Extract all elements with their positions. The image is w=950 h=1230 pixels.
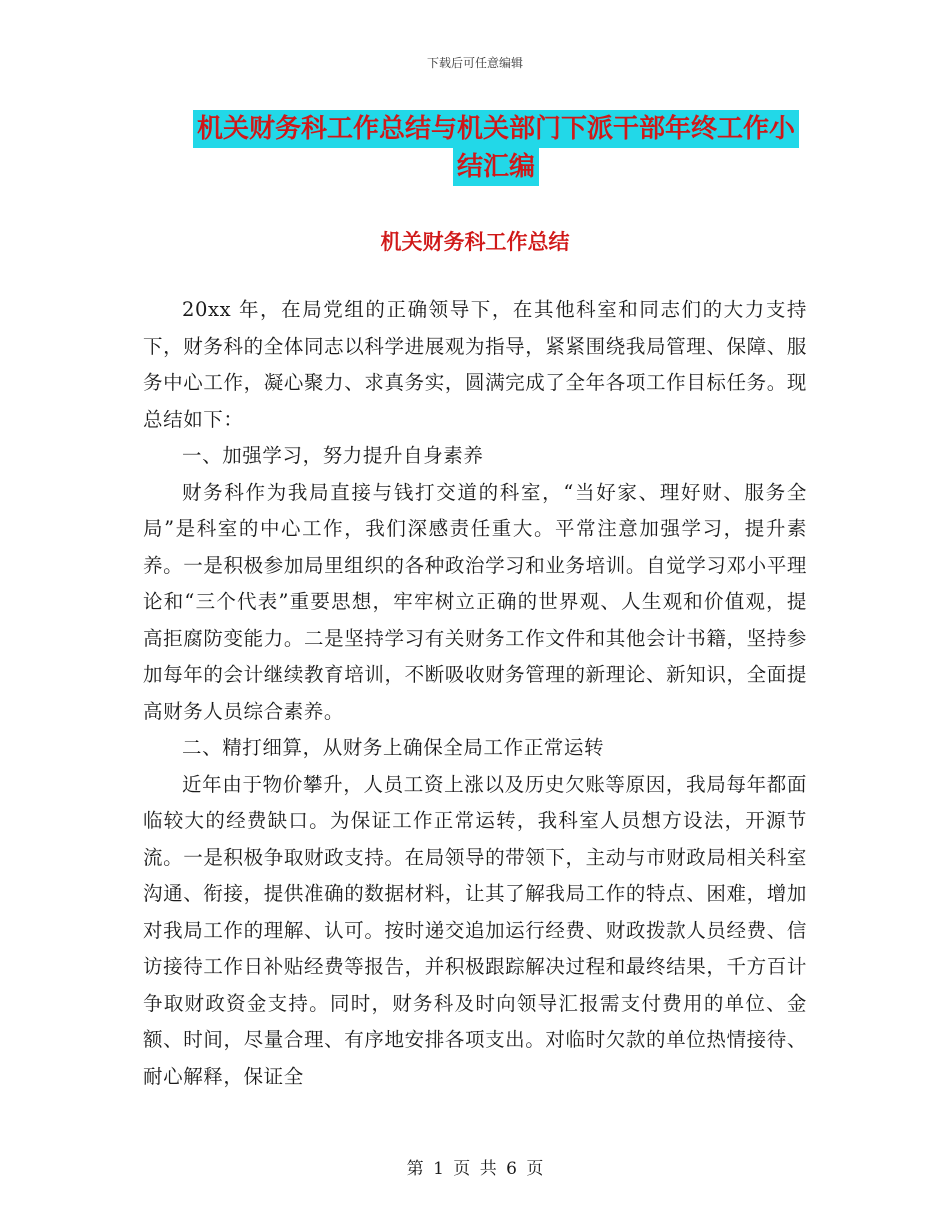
document-title-line-1: 机关财务科工作总结与机关部门下派干部年终工作小 bbox=[193, 110, 799, 148]
heading-section-2: 二、精打细算，从财务上确保全局工作正常运转 bbox=[182, 736, 605, 759]
intro-paragraph: 20xx 年，在局党组的正确领导下，在其他科室和同志们的大力支持下，财务科的全体同志以科学进展观为指导，紧紧围绕我局管理、保障、服务中心工作，凝心聚力、求真务实，圆满完成了全年各项工作目标任务。现总结如下： bbox=[143, 298, 807, 431]
document-title-line-2: 结汇编 bbox=[453, 148, 539, 186]
document-title bbox=[190, 110, 802, 186]
section-title: 机关财务科工作总结 bbox=[380, 229, 570, 254]
page-header-note: 下载后可任意编辑 bbox=[426, 56, 523, 70]
document-body bbox=[143, 292, 807, 1095]
paragraph-section-2: 近年由于物价攀升，人员工资上涨以及历史欠账等原因，我局每年都面临较大的经费缺口。为保证工作正常运转，我科室人员想方设法，开源节流。一是积极争取财政支持。在局领导的带领下，主动与市财政局相关科室沟通、衔接，提供准确的数据材料，让其了解我局工作的特点、困难，增加对我局工作的理解、认可。按时递交追加运行经费、财政拨款人员经费、信访接待工作日补贴经费等报告，并积极跟踪解决过程和最终结果，千方百计争取财政资金支持。同时，财务科及时向领导汇报需支付费用的单位、金额、时间，尽量合理、有序地安排各项支出。对临时欠款的单位热情接待、耐心解释，保证全 bbox=[143, 772, 807, 1088]
heading-section-1: 一、加强学习，努力提升自身素养 bbox=[182, 444, 484, 467]
page-number: 第 1 页 共 6 页 bbox=[406, 1159, 544, 1179]
paragraph-section-1: 财务科作为我局直接与钱打交道的科室，“当好家、理好财、服务全局”是科室的中心工作，我们深感责任重大。平常注意加强学习，提升素养。一是积极参加局里组织的各种政治学习和业务培训。自觉学习邓小平理论和“三个代表”重要思想，牢牢树立正确的世界观、人生观和价值观，提高拒腐防变能力。二是坚持学习有关财务工作文件和其他会计书籍，坚持参加每年的会计继续教育培训，不断吸收财务管理的新理论、新知识，全面提高财务人员综合素养。 bbox=[143, 480, 807, 723]
